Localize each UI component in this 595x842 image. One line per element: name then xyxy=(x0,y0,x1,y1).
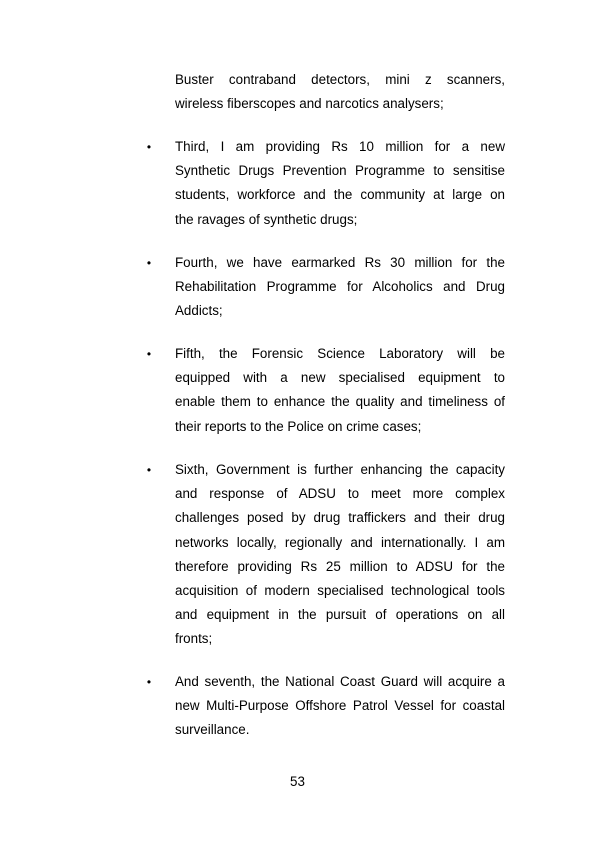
paragraph-line: new Multi-Purpose Offshore Patrol Vessel for coastal xyxy=(175,698,505,714)
paragraph-line: enable them to enhance the quality and timeliness of xyxy=(175,394,505,410)
paragraph-line: Buster contraband detectors, mini z scanners, xyxy=(175,72,505,87)
bullet-item-seventh xyxy=(175,670,505,743)
bullet-item-fifth xyxy=(175,342,505,439)
bullet-item-third xyxy=(175,135,505,232)
paragraph-line: the ravages of synthetic drugs; xyxy=(175,211,358,227)
bullet-marker: • xyxy=(146,675,152,689)
paragraph-line: And seventh, the National Coast Guard will acquire a xyxy=(175,674,505,689)
paragraph-line: Addicts; xyxy=(175,303,223,319)
bullet-item-sixth xyxy=(175,458,505,652)
paragraph-line: fronts; xyxy=(175,631,213,647)
paragraph-line: therefore providing Rs 25 million to ADSU for the xyxy=(175,558,505,574)
paragraph-line: equipped with a new specialised equipment to xyxy=(175,370,505,386)
bullet-marker: • xyxy=(146,347,152,361)
paragraph-line: students, workforce and the community at large on xyxy=(175,187,505,203)
paragraph-line: and response of ADSU to meet more complex xyxy=(175,486,505,502)
paragraph-line: Third, I am providing Rs 10 million for a new xyxy=(175,139,505,154)
bullet-marker: • xyxy=(146,140,152,154)
paragraph-line: their reports to the Police on crime cases; xyxy=(175,418,422,434)
page-number: 53 xyxy=(290,774,305,789)
paragraph-line: Fourth, we have earmarked Rs 30 million for the xyxy=(175,255,505,270)
continuation-paragraph xyxy=(175,68,505,116)
paragraph-line: acquisition of modern specialised technological tools xyxy=(175,582,505,598)
paragraph-line: challenges posed by drug traffickers and their drug xyxy=(175,510,505,526)
paragraph-line: networks locally, regionally and internationally. I am xyxy=(175,534,505,550)
bullet-marker: • xyxy=(146,463,152,477)
paragraph-line: Fifth, the Forensic Science Laboratory will be xyxy=(175,346,505,361)
bullet-marker: • xyxy=(146,256,152,270)
paragraph-line: surveillance. xyxy=(175,722,250,738)
paragraph-line: and equipment in the pursuit of operations on all xyxy=(175,607,505,623)
bullet-item-fourth xyxy=(175,251,505,324)
paragraph-line: Sixth, Government is further enhancing the capacity xyxy=(175,462,505,477)
paragraph-line: Synthetic Drugs Prevention Programme to sensitise xyxy=(175,163,505,179)
paragraph-line: Rehabilitation Programme for Alcoholics and Drug xyxy=(175,279,505,295)
paragraph-line: wireless fiberscopes and narcotics analysers; xyxy=(175,96,444,112)
